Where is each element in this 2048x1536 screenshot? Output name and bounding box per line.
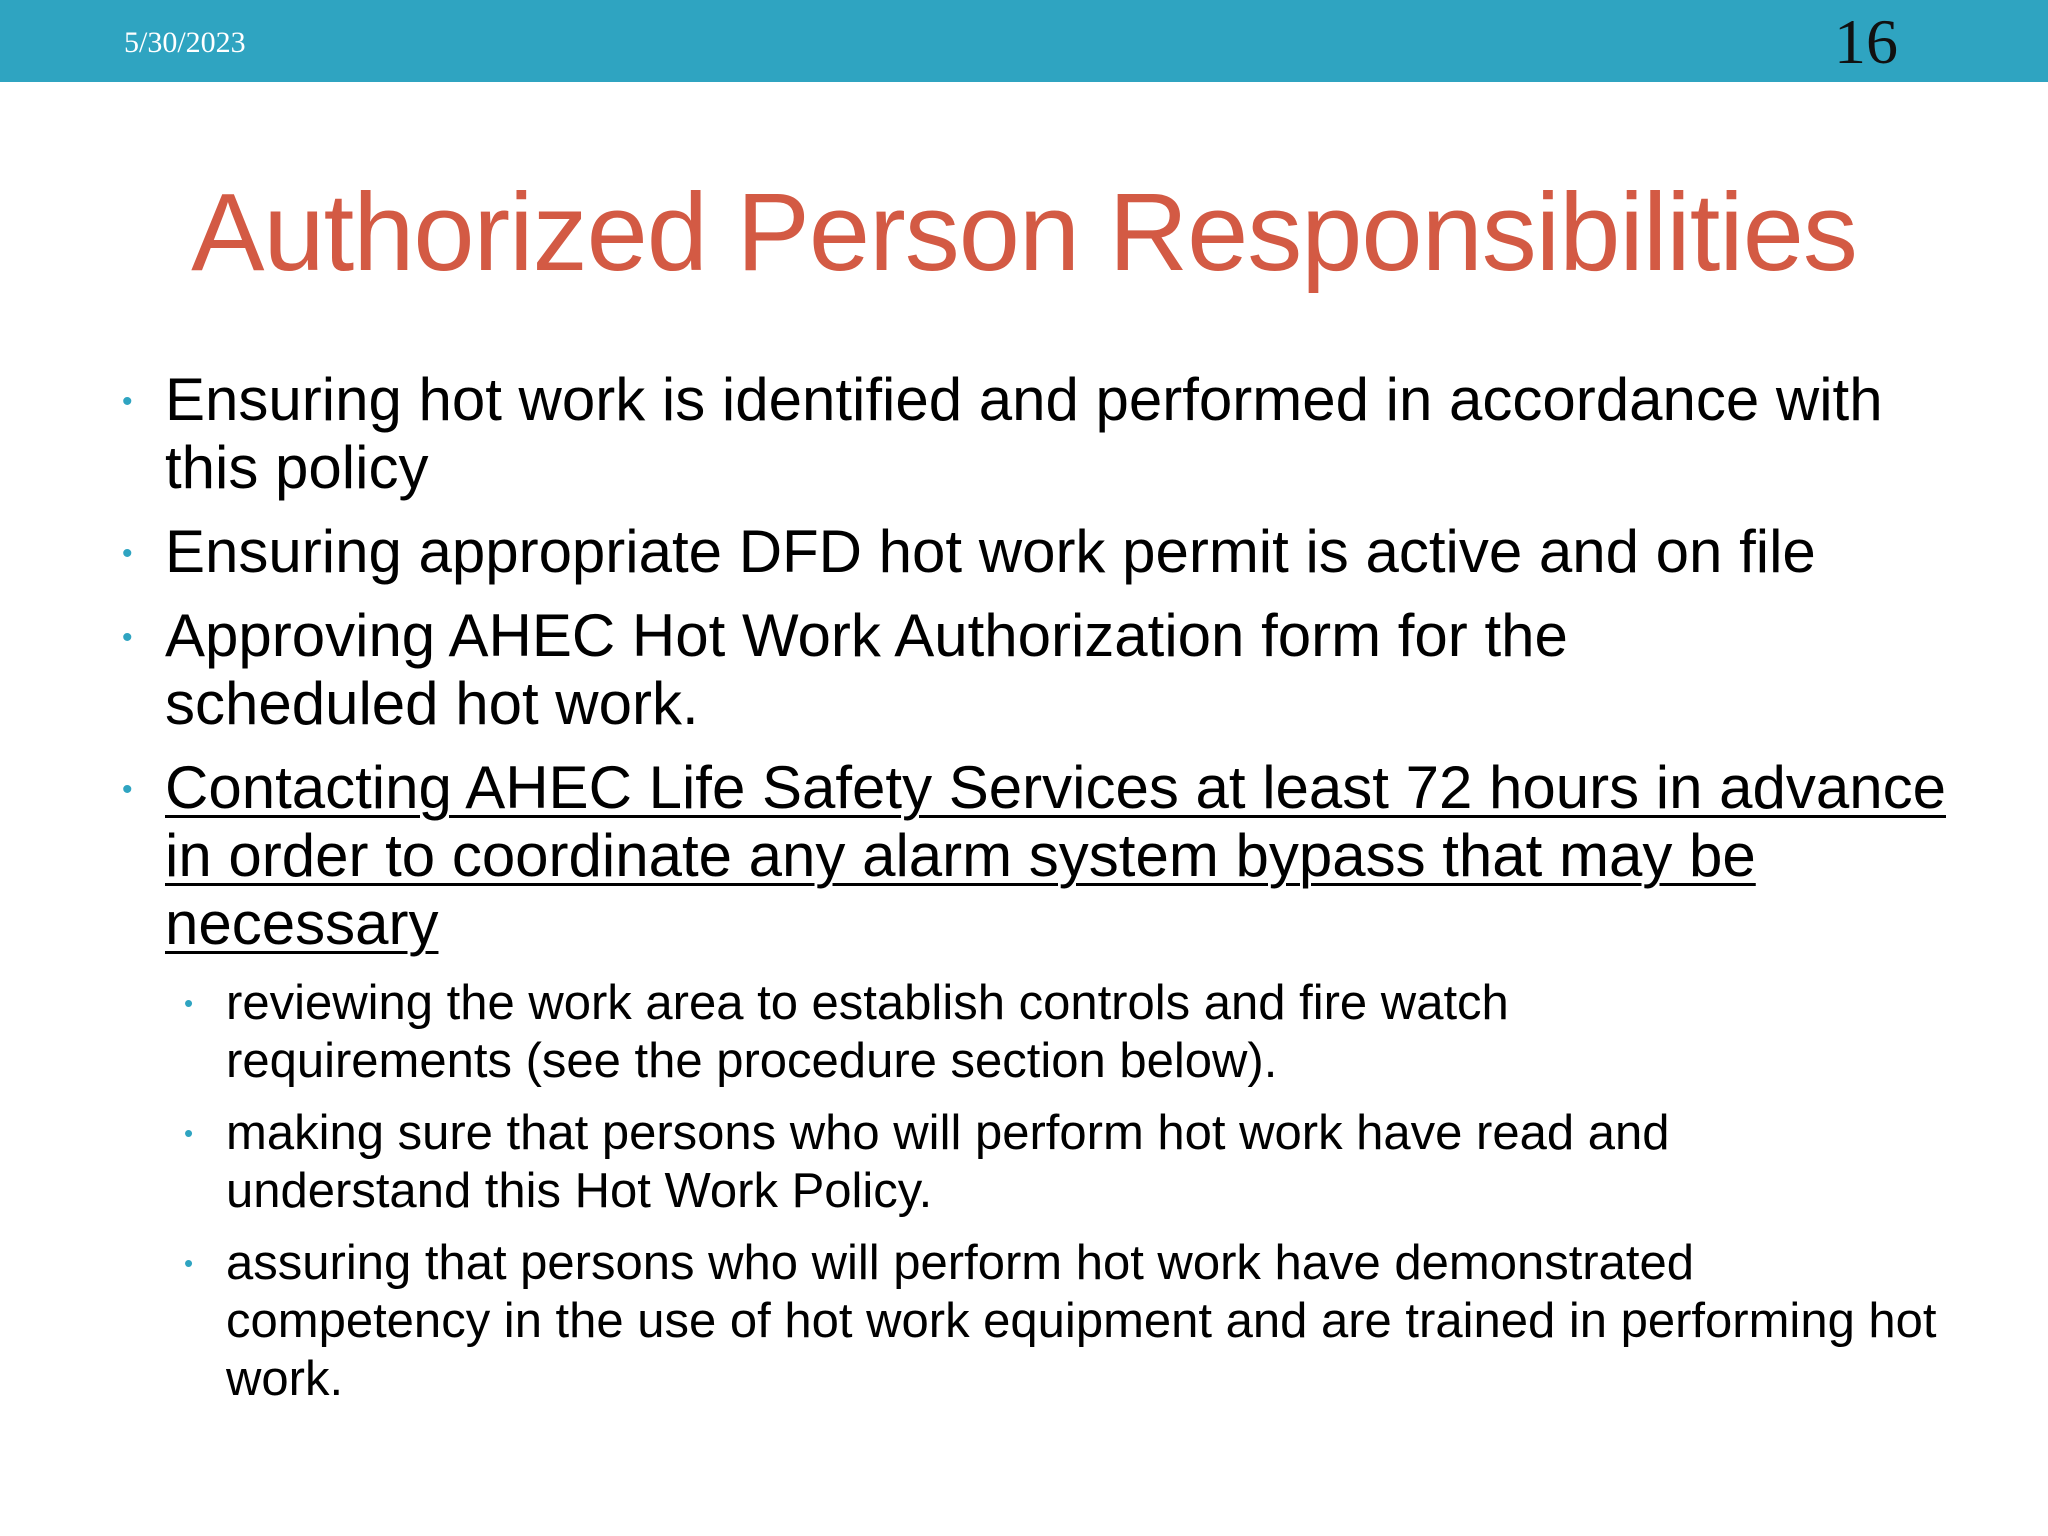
bullet-text: Ensuring hot work is identified and performed in accordance with this policy — [165, 366, 1883, 501]
bullet-item — [110, 518, 1990, 586]
sub-bullet-icon: • — [184, 1248, 194, 1278]
sub-bullet-text: making sure that persons who will perform hot work have read and understand this Hot Work Policy. — [226, 1106, 1670, 1218]
bullet-item — [110, 366, 1990, 502]
bullet-text: Approving AHEC Hot Work Authorization form for the scheduled hot work. — [165, 602, 1568, 737]
bullet-icon: • — [122, 385, 133, 418]
bullet-list — [110, 366, 1990, 1422]
header-bar — [0, 0, 2048, 82]
sub-bullet-text: reviewing the work area to establish controls and fire watch requirements (see the procedure section below). — [226, 976, 1509, 1088]
sub-bullet-text: assuring that persons who will perform hot work have demonstrated competency in the use of hot work equipment and are trained in performing hot work. — [226, 1236, 1937, 1406]
sub-bullet-icon: • — [184, 1118, 194, 1148]
slide-date: 5/30/2023 — [124, 26, 246, 59]
slide-number: 16 — [1834, 6, 1898, 77]
sub-bullet-item — [110, 974, 1990, 1090]
bullet-item-underlined — [110, 754, 1990, 958]
sub-bullet-item — [110, 1104, 1990, 1220]
slide-title: Authorized Person Responsibilities — [191, 171, 1857, 294]
bullet-text-underlined: Contacting AHEC Life Safety Services at least 72 hours in advance in order to coordinate any alarm system bypass that may be necessary — [165, 754, 1946, 957]
bullet-icon: • — [122, 773, 133, 806]
bullet-item — [110, 602, 1990, 738]
bullet-text: Ensuring appropriate DFD hot work permit is active and on file — [165, 518, 1816, 585]
sub-bullet-icon: • — [184, 988, 194, 1018]
sub-bullet-item — [110, 1234, 1990, 1408]
bullet-icon: • — [122, 621, 133, 654]
bullet-icon: • — [122, 537, 133, 570]
